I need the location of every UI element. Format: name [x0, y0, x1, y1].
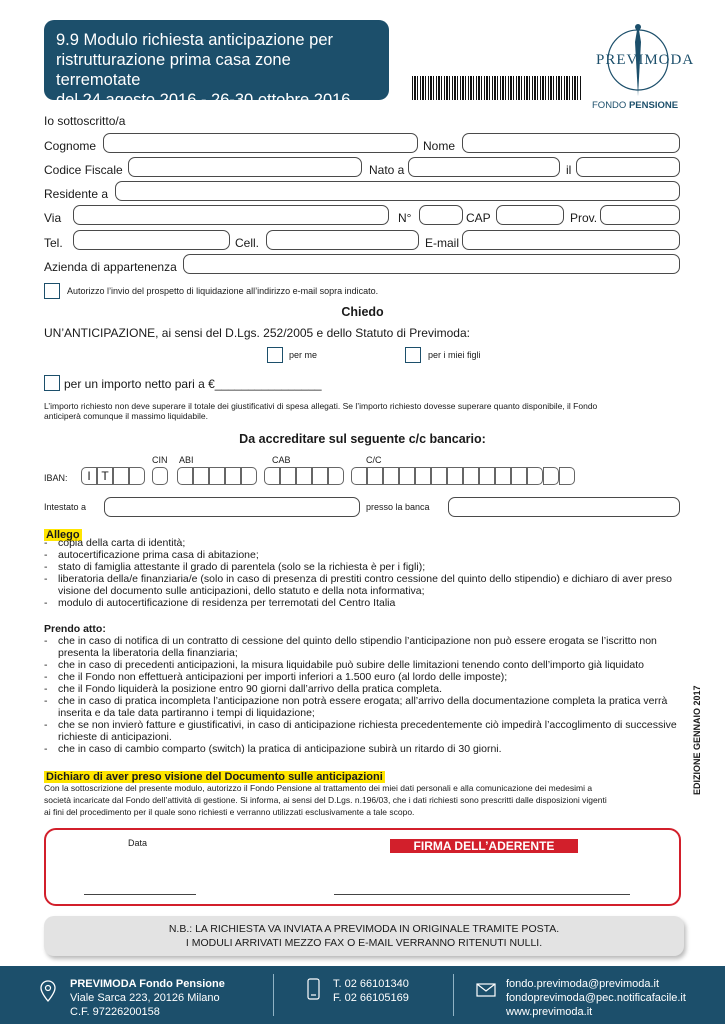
- allego-item: - autocertificazione prima casa di abitazione;: [44, 549, 684, 561]
- iban-box[interactable]: T: [97, 467, 113, 485]
- cab-box[interactable]: [280, 467, 296, 485]
- azienda-label: Azienda di appartenenza: [44, 260, 177, 274]
- logo-sub-prefix: FONDO: [592, 100, 627, 111]
- cap-field[interactable]: [496, 205, 564, 225]
- firma-title: FIRMA DELL’ADERENTE: [390, 839, 578, 853]
- cc-box[interactable]: [511, 467, 527, 485]
- cab-box[interactable]: [328, 467, 344, 485]
- cc-box[interactable]: [351, 467, 367, 485]
- iban-box[interactable]: [113, 467, 129, 485]
- email-label: E-mail: [425, 236, 460, 250]
- sottoscritto-label: Io sottoscritto/a: [44, 114, 126, 128]
- via-label: Via: [44, 211, 62, 225]
- prendo-item: - che in caso di cambio comparto (switch) la pratica di anticipazione subirà un ritardo di 30 giorni.: [44, 743, 684, 755]
- previmoda-logo: [592, 22, 695, 112]
- cc-box[interactable]: [463, 467, 479, 485]
- prendo-item: - che se non invierò fatture e giustificativi, in caso di anticipazione richiesta precedentemente ciò impedirà l’accoglimento di successive richieste di anticipazioni.: [44, 719, 684, 743]
- per-me-checkbox[interactable]: [267, 347, 283, 363]
- cc-box[interactable]: [367, 467, 383, 485]
- barcode: [412, 76, 582, 100]
- allego-item: - modulo di autocertificazione di residenza per terremotati del Centro Italia: [44, 597, 684, 609]
- title-line: del 24 agosto 2016 - 26-30 ottobre 2016: [56, 91, 351, 109]
- cc-box[interactable]: [543, 467, 559, 485]
- cc-box[interactable]: [431, 467, 447, 485]
- azienda-field[interactable]: [183, 254, 680, 274]
- privacy-line: società incaricate dal Fondo dell’attività di gestione. Si informa, ai sensi del D.Lgs. n.196/03, che i dati richiesti sono prescritti dalle disposizioni vigenti: [44, 795, 607, 805]
- allego-item: - liberatoria della/e finanziaria/e (solo in caso di presenza di prestiti contro cessione del quinto dello stipendio) e dichiaro di aver preso visione del documento sulle anticipazioni, dello statuto e della nota informativa;: [44, 573, 684, 597]
- importo-note-line: L’importo richiesto non deve superare il totale dei giustificativi di spesa allegati. Se l’importo richiesto dovesse superare quanto disponibile, il Fondo: [44, 401, 598, 411]
- iban-label: IBAN:: [44, 473, 68, 483]
- chiedo-heading: Chiedo: [341, 305, 384, 319]
- abi-box[interactable]: [209, 467, 225, 485]
- title-line: 9.9 Modulo richiesta anticipazione per: [56, 31, 333, 49]
- nato-a-label: Nato a: [369, 163, 405, 177]
- il-label: il: [566, 163, 572, 177]
- cc-box[interactable]: [447, 467, 463, 485]
- cab-box[interactable]: [264, 467, 280, 485]
- prendo-heading: Prendo atto:: [44, 623, 106, 635]
- abi-label: ABI: [179, 455, 194, 465]
- abi-box[interactable]: [241, 467, 257, 485]
- nome-label: Nome: [423, 139, 456, 153]
- importo-label: per un importo netto pari a €________________: [64, 377, 322, 391]
- footer-tel: T. 02 66101340: [333, 978, 409, 990]
- logo-text: PREVIMODA: [596, 52, 695, 68]
- cc-box[interactable]: [479, 467, 495, 485]
- footer-divider: [453, 974, 454, 1016]
- logo-sub-bold: PENSIONE: [628, 100, 679, 111]
- cc-box[interactable]: [399, 467, 415, 485]
- intestato-label: Intestato a: [44, 502, 87, 512]
- cognome-label: Cognome: [44, 139, 97, 153]
- logo-subtitle: [592, 100, 678, 111]
- phone-icon: [307, 978, 320, 1000]
- autorizzo-label: Autorizzo l’invio del prospetto di liquidazione all’indirizzo e-mail sopra indicato.: [67, 286, 379, 296]
- nb-line: I MODULI ARRIVATI MEZZO FAX O E-MAIL VERRANNO RITENUTI NULLI.: [185, 937, 543, 949]
- presso-label: presso la banca: [366, 502, 430, 512]
- allego-item: - stato di famiglia attestante il grado di parentela (solo se la richiesta è per i figli);: [44, 561, 684, 573]
- cc-label: C/C: [366, 455, 382, 465]
- bank-heading: Da accreditare sul seguente c/c bancario:: [239, 432, 486, 446]
- cc-box[interactable]: [415, 467, 431, 485]
- prendo-item: - che in caso di notifica di un contratto di cessione del quinto dello stipendio l’anticipazione non può essere erogata se l’iscritto non presenta la liberatoria della finanziaria;: [44, 635, 684, 659]
- cin-label: CIN: [152, 455, 168, 465]
- footer-name: PREVIMODA Fondo Pensione: [70, 978, 225, 990]
- importo-checkbox[interactable]: [44, 375, 60, 391]
- codice-fiscale-field[interactable]: [128, 157, 362, 177]
- iban-box[interactable]: [129, 467, 145, 485]
- via-field[interactable]: [73, 205, 389, 225]
- email-field[interactable]: [462, 230, 680, 250]
- tel-field[interactable]: [73, 230, 230, 250]
- per-figli-label: per i miei figli: [428, 350, 481, 360]
- cc-box[interactable]: [495, 467, 511, 485]
- edition-label: EDIZIONE GENNAIO 2017: [692, 685, 702, 795]
- nb-notice: [44, 916, 684, 956]
- privacy-line: ai fini del procedimento per il quale sono richiesti e verranno utilizzati esclusivamente a tale scopo.: [44, 807, 415, 817]
- nome-field[interactable]: [462, 133, 680, 153]
- per-figli-checkbox[interactable]: [405, 347, 421, 363]
- prendo-item: - che in caso di precedenti anticipazioni, la misura liquidabile può subire delle limitazioni tenendo conto dell’importo già liquidato: [44, 659, 684, 671]
- prendo-item: - che il Fondo non effettuerà anticipazioni per importi inferiori a 1.500 euro (al lordo delle imposte);: [44, 671, 684, 683]
- allego-list: [44, 537, 684, 609]
- tel-label: Tel.: [44, 236, 63, 250]
- nato-a-field[interactable]: [408, 157, 560, 177]
- cab-box[interactable]: [296, 467, 312, 485]
- cell-field[interactable]: [266, 230, 419, 250]
- cognome-field[interactable]: [103, 133, 418, 153]
- location-pin-icon: [40, 980, 56, 1002]
- cc-box[interactable]: [527, 467, 543, 485]
- cap-label: CAP: [466, 211, 491, 225]
- mail-icon: [476, 983, 496, 997]
- per-me-label: per me: [289, 350, 318, 360]
- prov-label: Prov.: [570, 211, 598, 225]
- residente-field[interactable]: [115, 181, 680, 201]
- abi-box[interactable]: [193, 467, 209, 485]
- data-nascita-field[interactable]: [576, 157, 680, 177]
- numero-label: N°: [398, 211, 412, 225]
- abi-box[interactable]: [177, 467, 193, 485]
- footer-email[interactable]: fondo.previmoda@previmoda.it: [506, 978, 660, 990]
- allego-item: - copia della carta di identità;: [44, 537, 684, 549]
- importo-note-line: anticiperà comunque il massimo liquidabile.: [44, 411, 208, 421]
- footer-pec[interactable]: fondoprevimoda@pec.notificafacile.it: [506, 992, 686, 1004]
- footer: [0, 966, 725, 1024]
- nb-line: N.B.: LA RICHIESTA VA INVIATA A PREVIMODA IN ORIGINALE TRAMITE POSTA.: [168, 923, 560, 935]
- chiedo-text: UN’ANTICIPAZIONE, ai sensi del D.Lgs. 252/2005 e dello Statuto di Previmoda:: [44, 326, 470, 340]
- allego-title: Allego: [46, 529, 80, 541]
- footer-fax: F. 02 66105169: [333, 992, 409, 1004]
- cc-box[interactable]: [383, 467, 399, 485]
- dichiaro-title: Dichiaro di aver preso visione del Documento sulle anticipazioni: [46, 771, 383, 783]
- footer-address: Viale Sarca 223, 20126 Milano: [70, 992, 220, 1004]
- prendo-list: [44, 635, 684, 755]
- abi-box[interactable]: [225, 467, 241, 485]
- banca-field[interactable]: [448, 497, 680, 517]
- footer-divider: [273, 974, 274, 1016]
- footer-cf: C.F. 97226200158: [70, 1006, 160, 1018]
- prov-field[interactable]: [600, 205, 680, 225]
- firma-sign-line[interactable]: [334, 894, 630, 895]
- numero-field[interactable]: [419, 205, 463, 225]
- form-title-banner: [44, 20, 389, 109]
- residente-label: Residente a: [44, 187, 109, 201]
- cab-box[interactable]: [312, 467, 328, 485]
- cc-box[interactable]: [559, 467, 575, 485]
- cin-box[interactable]: [152, 467, 168, 485]
- data-label: Data: [128, 838, 148, 848]
- title-line: ristrutturazione prima casa zone terremotate: [56, 51, 291, 89]
- cab-label: CAB: [272, 455, 291, 465]
- privacy-line: Con la sottoscrizione del presente modulo, autorizzo il Fondo Pensione al trattamento dei miei dati personali e alla comunicazione dei medesimi a: [44, 783, 593, 793]
- prendo-item: - che in caso di pratica incompleta l’anticipazione non potrà essere erogata; all’arrivo della documentazione completa la pratica verrà inserita e da tale data partiranno i tempi di liquidazione;: [44, 695, 684, 719]
- data-sign-line[interactable]: [84, 894, 196, 895]
- codice-fiscale-label: Codice Fiscale: [44, 163, 123, 177]
- footer-website[interactable]: www.previmoda.it: [506, 1006, 593, 1018]
- cell-label: Cell.: [235, 236, 260, 250]
- autorizzo-checkbox[interactable]: [44, 283, 60, 299]
- intestato-field[interactable]: [104, 497, 360, 517]
- iban-box[interactable]: I: [81, 467, 97, 485]
- prendo-item: - che il Fondo liquiderà la posizione entro 90 giorni dall’arrivo della pratica completa.: [44, 683, 684, 695]
